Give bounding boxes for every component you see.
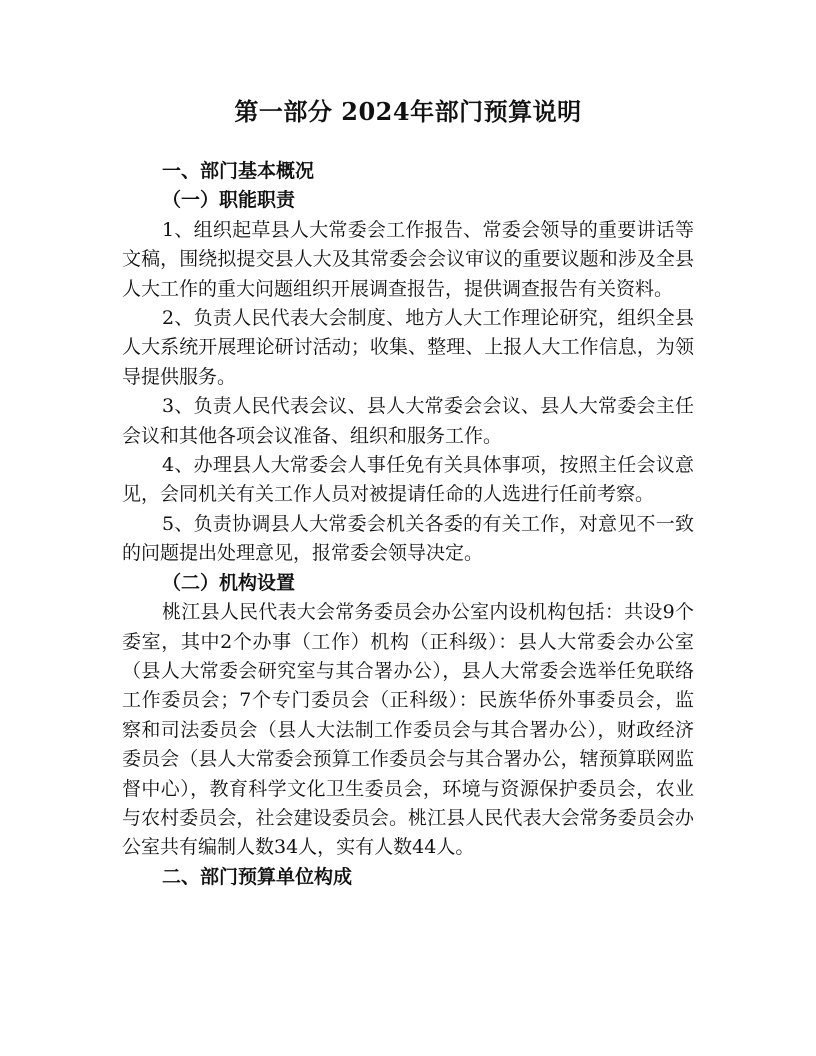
structure-paragraph: 桃江县人民代表大会常务委员会办公室内设机构包括：共设9个委室，其中2个办事（工作）机构（正科级）：县人大常委会办公室（县人大常委会研究室与其合署办公），县人大常委会选举任免联络工作委员会；7个专门委员会（正科级）：民族华侨外事委员会，监察和司法委员会（县人大法制工作委员会与其合署办公），财政经济委员会（县人大常委会预算工作委员会与其合署办公，辖预算联网监督中心），教育科学文化卫生委员会，环境与资源保护委员会，农业与农村委员会，社会建设委员会。桃江县人民代表大会常务委员会办公室共有编制人数34人，实有人数44人。 — [122, 601, 694, 859]
duty-paragraph-3: 3、负责人民代表会议、县人大常委会会议、县人大常委会主任会议和其他各项会议准备、组织和服务工作。 — [122, 395, 694, 447]
duty-paragraph-5: 5、负责协调县人大常委会机关各委的有关工作，对意见不一致的问题提出处理意见，报常委会领导决定。 — [122, 512, 694, 565]
page-title: 第一部分 2024年部门预算说明 — [234, 97, 582, 126]
subsection-heading-structure: （二）机构设置 — [162, 571, 296, 594]
duty-paragraph-4: 4、办理县人大常委会人事任免有关具体事项，按照主任会议意见，会同机关有关工作人员对被提请任命的人选进行任前考察。 — [122, 454, 694, 506]
subsection-heading-duties: （一）职能职责 — [162, 189, 296, 212]
document-body — [122, 157, 694, 892]
duty-paragraph-1: 1、组织起草县人大常委会工作报告、常委会领导的重要讲话等文稿，围绕拟提交县人大及其常委会会议审议的重要议题和涉及全县人大工作的重大问题组织开展调查报告，提供调查报告有关资料。 — [122, 218, 694, 300]
section-heading-basic-overview: 一、部门基本概况 — [162, 160, 315, 182]
duty-paragraph-2: 2、负责人民代表大会制度、地方人大工作理论研究，组织全县人大系统开展理论研讨活动；收集、整理、上报人大工作信息，为领导提供服务。 — [122, 307, 694, 388]
section-heading-budget-units: 二、部门预算单位构成 — [162, 865, 353, 888]
